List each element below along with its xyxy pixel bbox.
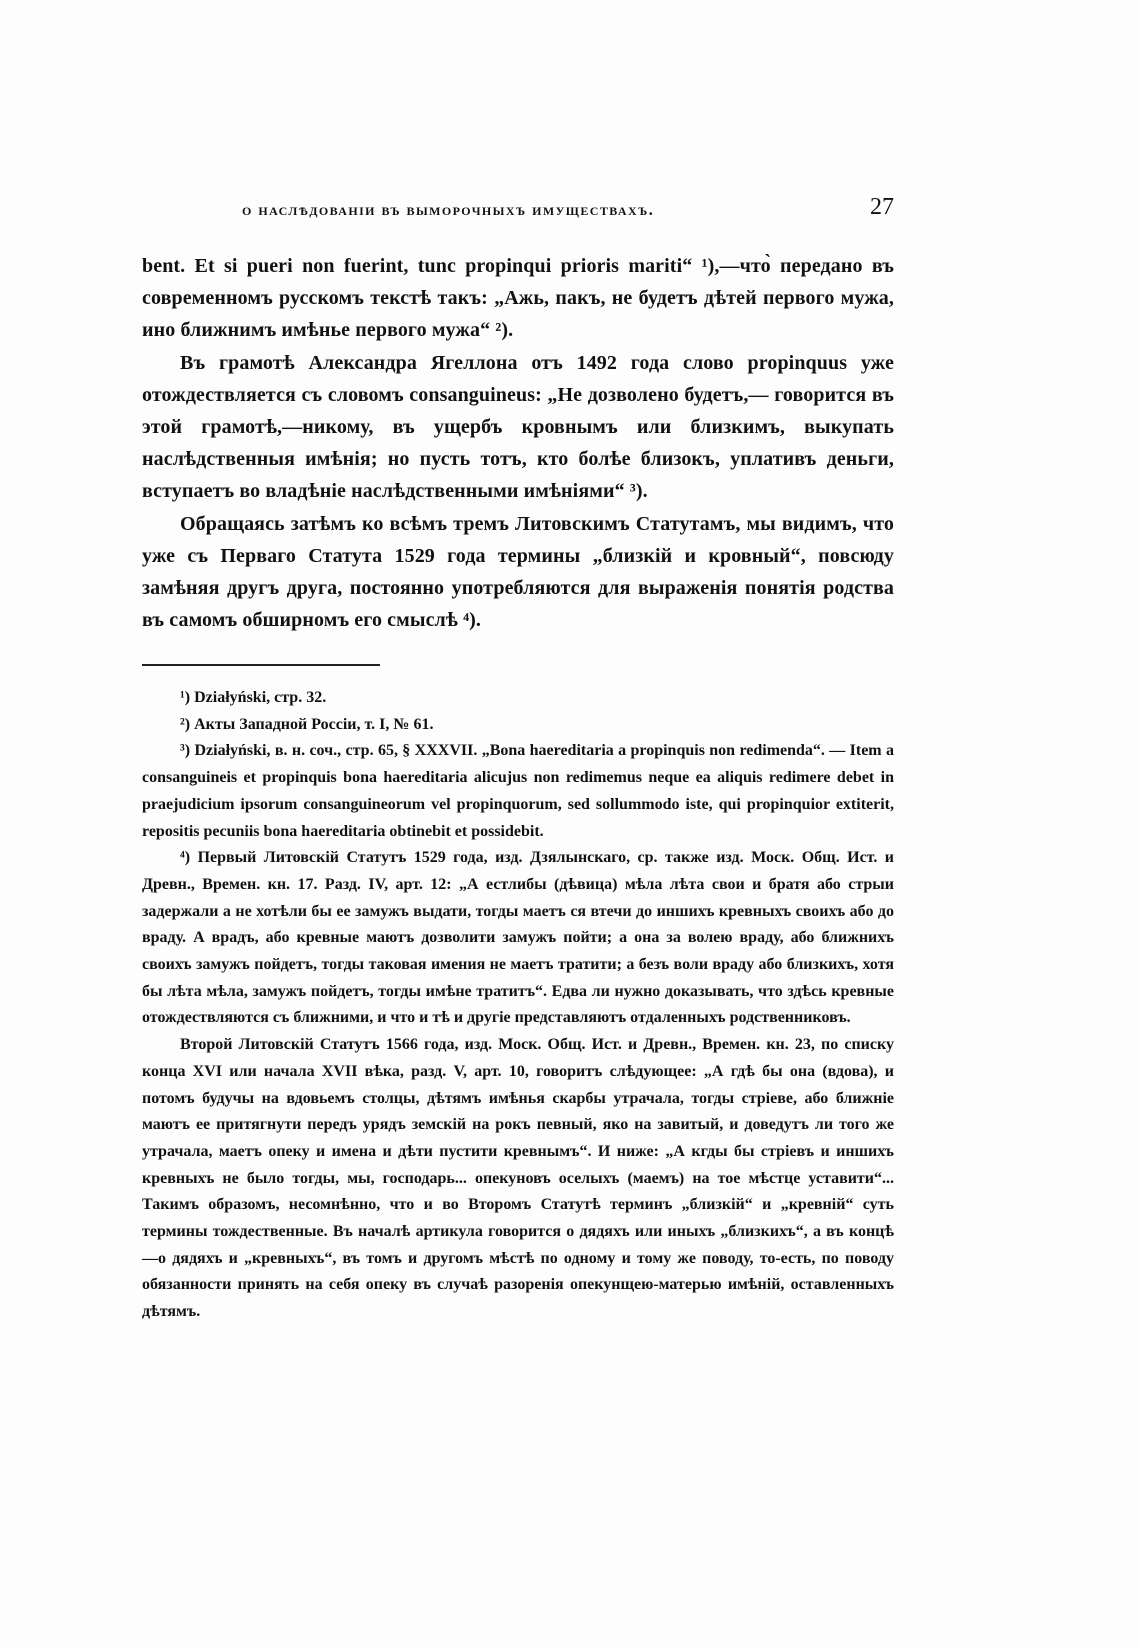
- footnote-3: ³) Działyński, в. н. соч., стр. 65, § XXXVII. „Bona haereditaria a propinquis non redimenda“. — Item a consanguineis et propinquis bona haereditaria alicujus non redimemus neque ea aliquis redimere debet in praejudicium ipsorum consanguineorum vel propinquorum, sed sollummodo iste, qui propinquior extiterit, repositis pecuniis bona haereditaria obtinebit et possidebit.: [142, 742, 894, 840]
- paragraph-continuation: bent. Et si pueri non fuerint, tunc propinqui prioris mariti“ ¹),—что̀ передано въ современномъ русскомъ текстѣ такъ: „Ажь, пакъ, не будетъ дѣтей первого мужа, ино ближнимъ имѣнье первого мужа“ ²).: [142, 255, 894, 342]
- running-title: о наслѣдованіи въ выморочныхъ имуществахъ.: [242, 200, 655, 219]
- footnote-2: ²) Акты Западной Россіи, т. I, № 61.: [180, 715, 434, 733]
- page-number: 27: [870, 194, 894, 220]
- main-text: [142, 250, 894, 636]
- paragraph-lithuanian-statutes: Обращаясь затѣмъ ко всѣмъ тремъ Литовскимъ Статутамъ, мы видимъ, что уже съ Перваго Статута 1529 года термины „близкій и кровный“, повсюду замѣняя другъ друга, постоянно употребляются для выраженія понятія родства въ самомъ обширномъ его смыслѣ ⁴).: [142, 512, 894, 632]
- footnote-1: ¹) Działyński, стр. 32.: [180, 689, 327, 706]
- footnotes: [142, 685, 894, 1326]
- running-header: [142, 196, 894, 226]
- footnote-4: ⁴) Первый Литовскій Статутъ 1529 года, изд. Дзялынскаго, ср. также изд. Моск. Общ. Ист. и Древн., Времен. кн. 17. Разд. IV, арт. 12: „А естлибы (дѣвица) мѣла лѣта свои и братя або стрыи задержали а не хотѣли бы ее замужъ выдати, тогды маетъ ся втечи до иншихъ кревныхъ своихъ або до враду. А врадъ, або кревные маютъ дозволити замужъ пойти; а она за волею враду, або ближнихъ своихъ замужъ пойдетъ, тогды таковая имения не маетъ тратити; а безъ воли враду або близкихъ, хотя бы лѣта мѣла, замужъ пойдетъ, тогды имѣне тратитъ“. Едва ли нужно доказывать, что здѣсь кревные отождествляются съ ближними, и что и тѣ и другіе представляютъ отдаленныхъ родственниковъ.: [142, 849, 894, 1027]
- footnote-separator: [142, 664, 380, 666]
- footnote-4-continuation: Второй Литовскій Статутъ 1566 года, изд. Моск. Общ. Ист. и Древн., Времен. кн. 23, по списку конца XVI или начала XVII вѣка, разд. V, арт. 10, говоритъ слѣдующее: „А гдѣ бы она (вдова), и потомъ будучы на вдовьемъ столцы, дѣтямъ имѣнья скарбы утрачала, тогды стріеве, або ближніе маютъ ее притягнути передъ урядъ земскій на рокъ певный, яко на завитый, и доведутъ ли того же утрачала, маетъ опеку и имена и дѣти пустити кревнымъ“. И ниже: „А кгды бы стріевъ и иншихъ кревныхъ не было тогды, мы, господарь... опекуновъ оселыхъ (маемъ) на тое мѣстце уставити“... Такимъ образомъ, несомнѣнно, что и во Второмъ Статутѣ терминъ „близкій“ и „кревній“ суть термины тождественные. Въ началѣ артикула говорится о дядяхъ или иныхъ „близкихъ“, а въ концѣ—о дядяхъ и „кревныхъ“, въ томъ и другомъ мѣстѣ по одному и тому же поводу, то-есть, по поводу обязанности принять на себя опеку въ случаѣ разоренія опекунщею-матерью имѣній, оставленныхъ дѣтямъ.: [142, 1036, 894, 1321]
- paragraph-jagiellon-charter: Въ грамотѣ Александра Ягеллона отъ 1492 года слово propinquus уже отождествляется съ словомъ consanguineus: „Не дозволено будетъ,— говорится въ этой грамотѣ,—никому, въ ущербъ кровнымъ или близкимъ, выкупать наслѣдственныя имѣнія; но пусть тотъ, кто болѣе близокъ, уплативъ деньги, вступаетъ во владѣніе наслѣдственными имѣніями“ ³).: [142, 351, 894, 503]
